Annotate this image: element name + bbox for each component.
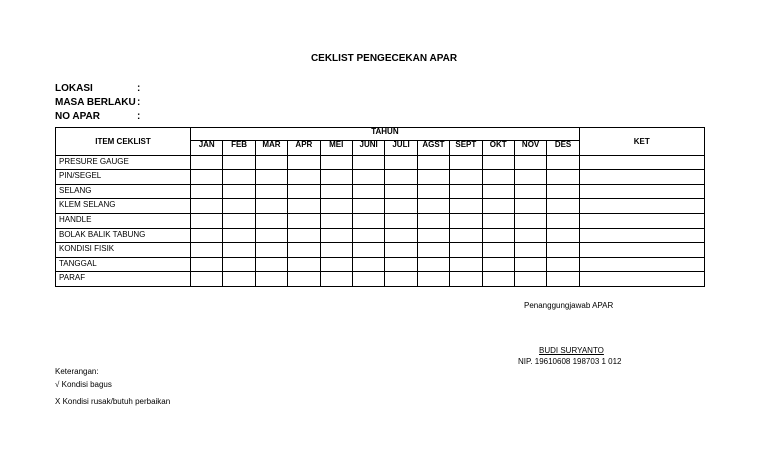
month-cell — [320, 243, 352, 258]
month-cell — [288, 199, 320, 214]
item-ceklist-header: ITEM CEKLIST — [56, 128, 191, 156]
month-cell — [482, 155, 514, 170]
info-row-masa-berlaku — [55, 97, 140, 108]
month-cell — [450, 184, 482, 199]
ket-cell — [579, 170, 704, 185]
month-cell — [450, 243, 482, 258]
info-label: LOKASI — [55, 83, 93, 94]
info-row-no-apar — [55, 111, 140, 122]
note-check-text: Kondisi bagus — [61, 380, 112, 389]
month-cell — [547, 257, 579, 272]
month-cell — [191, 243, 223, 258]
month-cell — [547, 213, 579, 228]
month-cell — [288, 213, 320, 228]
month-cell — [223, 184, 255, 199]
table-row — [56, 228, 705, 243]
month-cell — [191, 155, 223, 170]
month-cell — [547, 199, 579, 214]
month-cell — [482, 257, 514, 272]
ket-cell — [579, 272, 704, 287]
month-cell — [514, 272, 546, 287]
month-cell — [547, 184, 579, 199]
table-row — [56, 272, 705, 287]
month-cell — [352, 257, 384, 272]
month-cell — [191, 272, 223, 287]
month-cell — [482, 272, 514, 287]
month-cell — [450, 213, 482, 228]
month-cell — [482, 213, 514, 228]
info-row-lokasi — [55, 83, 140, 94]
month-cell — [385, 184, 417, 199]
table-row — [56, 155, 705, 170]
month-cell — [288, 243, 320, 258]
month-cell — [385, 170, 417, 185]
item-label: TANGGAL — [56, 257, 191, 272]
month-cell — [417, 184, 449, 199]
tahun-header: TAHUN — [191, 128, 580, 141]
month-cell — [417, 213, 449, 228]
month-cell — [255, 272, 287, 287]
month-header: JULI — [385, 141, 417, 156]
month-cell — [514, 184, 546, 199]
month-cell — [482, 228, 514, 243]
info-label: NO APAR — [55, 111, 100, 122]
month-cell — [352, 213, 384, 228]
month-cell — [385, 257, 417, 272]
month-cell — [514, 257, 546, 272]
month-cell — [417, 228, 449, 243]
month-header: SEPT — [450, 141, 482, 156]
month-cell — [482, 243, 514, 258]
month-cell — [482, 170, 514, 185]
ket-cell — [579, 243, 704, 258]
item-label: PIN/SEGEL — [56, 170, 191, 185]
info-label: MASA BERLAKU — [55, 97, 136, 108]
month-cell — [352, 170, 384, 185]
month-cell — [352, 272, 384, 287]
month-cell — [288, 184, 320, 199]
table-row — [56, 184, 705, 199]
note-x — [55, 397, 170, 406]
month-header: OKT — [482, 141, 514, 156]
month-cell — [385, 243, 417, 258]
month-header: NOV — [514, 141, 546, 156]
month-cell — [320, 184, 352, 199]
month-cell — [320, 199, 352, 214]
item-label: BOLAK BALIK TABUNG — [56, 228, 191, 243]
month-header: FEB — [223, 141, 255, 156]
month-cell — [288, 228, 320, 243]
month-cell — [320, 272, 352, 287]
month-cell — [514, 213, 546, 228]
month-cell — [385, 272, 417, 287]
signature-name: BUDI SURYANTO — [539, 346, 604, 355]
item-label: KLEM SELANG — [56, 199, 191, 214]
month-cell — [352, 228, 384, 243]
month-cell — [450, 155, 482, 170]
month-header: JAN — [191, 141, 223, 156]
month-cell — [417, 199, 449, 214]
info-colon: : — [137, 111, 141, 122]
month-cell — [288, 257, 320, 272]
month-cell — [320, 155, 352, 170]
month-cell — [320, 257, 352, 272]
table-row — [56, 213, 705, 228]
month-cell — [191, 228, 223, 243]
ket-cell — [579, 155, 704, 170]
month-cell — [547, 170, 579, 185]
month-cell — [450, 170, 482, 185]
month-cell — [417, 272, 449, 287]
month-cell — [547, 272, 579, 287]
month-cell — [385, 155, 417, 170]
month-cell — [320, 213, 352, 228]
month-cell — [514, 243, 546, 258]
month-cell — [255, 213, 287, 228]
month-cell — [385, 213, 417, 228]
ket-cell — [579, 213, 704, 228]
month-header: MEI — [320, 141, 352, 156]
month-cell — [255, 170, 287, 185]
item-label: SELANG — [56, 184, 191, 199]
month-cell — [482, 184, 514, 199]
month-cell — [255, 184, 287, 199]
month-cell — [514, 155, 546, 170]
month-cell — [514, 228, 546, 243]
info-colon: : — [137, 83, 141, 94]
month-cell — [223, 272, 255, 287]
month-cell — [223, 228, 255, 243]
month-cell — [450, 199, 482, 214]
table-row — [56, 257, 705, 272]
month-cell — [191, 257, 223, 272]
month-cell — [223, 243, 255, 258]
ket-header: KET — [579, 128, 704, 156]
month-cell — [514, 199, 546, 214]
document-title: CEKLIST PENGECEKAN APAR — [310, 53, 458, 64]
table-row — [56, 170, 705, 185]
ket-cell — [579, 228, 704, 243]
info-colon: : — [137, 97, 141, 108]
month-header: JUNI — [352, 141, 384, 156]
month-cell — [547, 243, 579, 258]
month-cell — [255, 228, 287, 243]
month-cell — [255, 257, 287, 272]
table-row — [56, 243, 705, 258]
table-row — [56, 199, 705, 214]
ket-cell — [579, 257, 704, 272]
month-cell — [320, 228, 352, 243]
item-label: KONDISI FISIK — [56, 243, 191, 258]
month-cell — [417, 243, 449, 258]
month-cell — [191, 199, 223, 214]
month-cell — [547, 155, 579, 170]
item-label: PARAF — [56, 272, 191, 287]
month-header: APR — [288, 141, 320, 156]
month-cell — [223, 257, 255, 272]
month-cell — [191, 170, 223, 185]
month-header: MAR — [255, 141, 287, 156]
month-cell — [191, 213, 223, 228]
month-cell — [352, 243, 384, 258]
month-cell — [450, 228, 482, 243]
month-cell — [288, 272, 320, 287]
ket-cell — [579, 184, 704, 199]
month-header: DES — [547, 141, 579, 156]
month-cell — [255, 243, 287, 258]
note-check — [55, 380, 112, 389]
x-mark-icon: X — [55, 397, 61, 406]
notes-heading: Keterangan: — [55, 367, 99, 376]
month-cell — [450, 272, 482, 287]
month-cell — [288, 170, 320, 185]
month-cell — [223, 213, 255, 228]
month-cell — [352, 155, 384, 170]
item-label: PRESURE GAUGE — [56, 155, 191, 170]
month-cell — [385, 199, 417, 214]
month-cell — [385, 228, 417, 243]
month-cell — [352, 184, 384, 199]
month-cell — [417, 257, 449, 272]
month-cell — [223, 170, 255, 185]
month-cell — [223, 155, 255, 170]
signature-role: Penanggungjawab APAR — [524, 301, 614, 310]
month-cell — [417, 155, 449, 170]
check-mark-icon: √ — [55, 380, 60, 389]
note-x-text: Kondisi rusak/butuh perbaikan — [62, 397, 171, 406]
month-cell — [223, 199, 255, 214]
checklist-table — [55, 127, 705, 287]
signature-nip: NIP. 19610608 198703 1 012 — [518, 357, 622, 366]
month-cell — [450, 257, 482, 272]
month-cell — [255, 199, 287, 214]
ket-cell — [579, 199, 704, 214]
month-cell — [352, 199, 384, 214]
month-cell — [482, 199, 514, 214]
month-cell — [320, 170, 352, 185]
month-cell — [417, 170, 449, 185]
month-header: AGST — [417, 141, 449, 156]
month-cell — [547, 228, 579, 243]
month-cell — [514, 170, 546, 185]
item-label: HANDLE — [56, 213, 191, 228]
month-cell — [288, 155, 320, 170]
month-cell — [255, 155, 287, 170]
month-cell — [191, 184, 223, 199]
